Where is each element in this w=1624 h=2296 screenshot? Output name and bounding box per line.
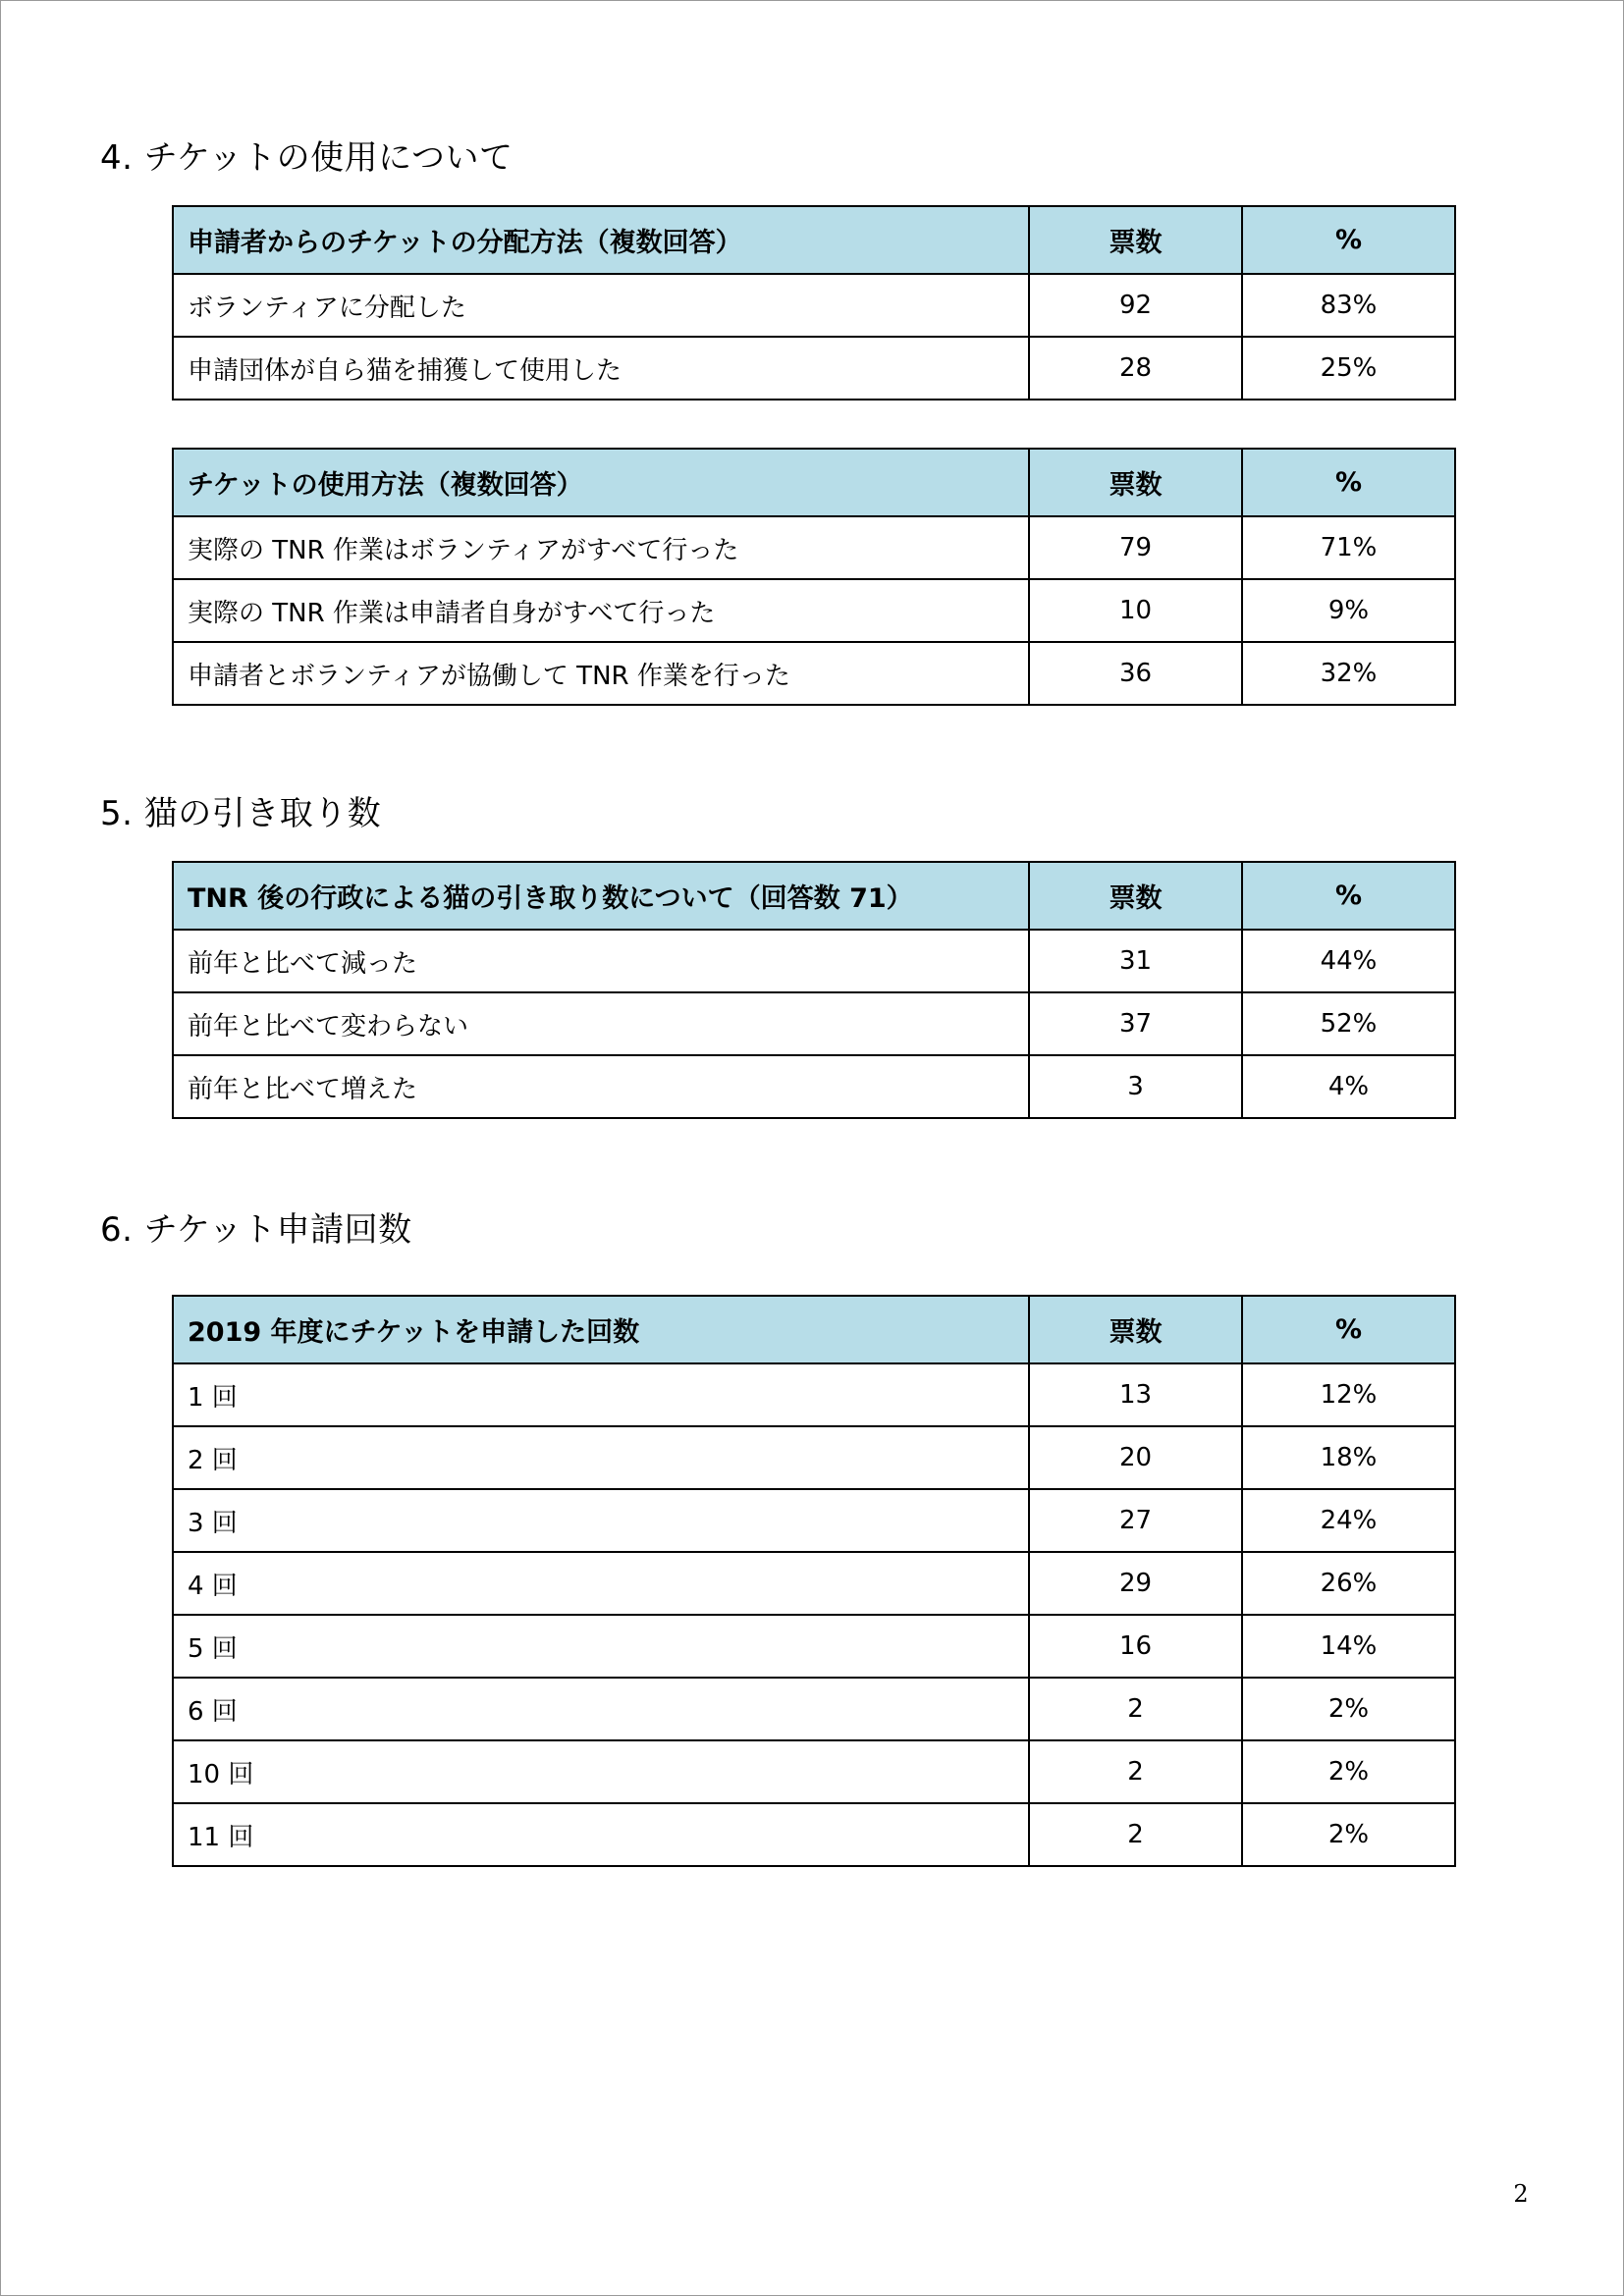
table-row (173, 992, 1455, 1055)
row-votes: 31 (1029, 930, 1242, 992)
page-number: 2 (1513, 2180, 1529, 2208)
row-votes: 10 (1029, 579, 1242, 642)
table-header-row (173, 1296, 1455, 1363)
row-votes: 20 (1029, 1426, 1242, 1489)
row-label: 前年と比べて変わらない (173, 992, 1029, 1055)
row-label: 5 回 (173, 1615, 1029, 1678)
row-votes: 36 (1029, 642, 1242, 705)
row-label: 1 回 (173, 1363, 1029, 1426)
row-label: 10 回 (173, 1740, 1029, 1803)
column-header-votes: 票数 (1029, 206, 1242, 274)
column-header-percent: % (1242, 1296, 1455, 1363)
row-percent: 71% (1242, 516, 1455, 579)
row-votes: 2 (1029, 1678, 1242, 1740)
row-label: 4 回 (173, 1552, 1029, 1615)
row-votes: 16 (1029, 1615, 1242, 1678)
table-row (173, 930, 1455, 992)
column-header-votes: 票数 (1029, 449, 1242, 516)
table-row (173, 1740, 1455, 1803)
table-row (173, 1055, 1455, 1118)
table-row (173, 1552, 1455, 1615)
row-percent: 32% (1242, 642, 1455, 705)
row-votes: 28 (1029, 337, 1242, 400)
column-header-item: チケットの使用方法（複数回答） (173, 449, 1029, 516)
table-header-row (173, 862, 1455, 930)
row-percent: 25% (1242, 337, 1455, 400)
table-header-row (173, 449, 1455, 516)
row-percent: 18% (1242, 1426, 1455, 1489)
column-header-percent: % (1242, 449, 1455, 516)
column-header-votes: 票数 (1029, 862, 1242, 930)
table-header-row (173, 206, 1455, 274)
table-row (173, 1615, 1455, 1678)
row-votes: 2 (1029, 1740, 1242, 1803)
row-label: 11 回 (173, 1803, 1029, 1866)
table-row (173, 1489, 1455, 1552)
row-label: 6 回 (173, 1678, 1029, 1740)
cat-intake-table (172, 861, 1456, 1119)
row-votes: 92 (1029, 274, 1242, 337)
row-label: 実際の TNR 作業は申請者自身がすべて行った (173, 579, 1029, 642)
row-label: 申請団体が自ら猫を捕獲して使用した (173, 337, 1029, 400)
row-percent: 24% (1242, 1489, 1455, 1552)
column-header-percent: % (1242, 862, 1455, 930)
row-votes: 79 (1029, 516, 1242, 579)
row-percent: 9% (1242, 579, 1455, 642)
row-votes: 29 (1029, 1552, 1242, 1615)
row-votes: 27 (1029, 1489, 1242, 1552)
row-label: ボランティアに分配した (173, 274, 1029, 337)
table-row (173, 274, 1455, 337)
row-label: 前年と比べて減った (173, 930, 1029, 992)
section-5-heading: 5. 猫の引き取り数 (100, 794, 382, 833)
table-row (173, 1363, 1455, 1426)
row-label: 3 回 (173, 1489, 1029, 1552)
table-row (173, 516, 1455, 579)
row-percent: 12% (1242, 1363, 1455, 1426)
row-label: 申請者とボランティアが協働して TNR 作業を行った (173, 642, 1029, 705)
table-row (173, 1803, 1455, 1866)
row-percent: 52% (1242, 992, 1455, 1055)
column-header-item: TNR 後の行政による猫の引き取り数について（回答数 71） (173, 862, 1029, 930)
table-row (173, 337, 1455, 400)
row-votes: 37 (1029, 992, 1242, 1055)
row-label: 前年と比べて増えた (173, 1055, 1029, 1118)
row-percent: 2% (1242, 1740, 1455, 1803)
distribution-method-table (172, 205, 1456, 400)
table-row (173, 579, 1455, 642)
usage-method-table (172, 448, 1456, 706)
row-percent: 14% (1242, 1615, 1455, 1678)
row-votes: 13 (1029, 1363, 1242, 1426)
section-4-heading: 4. チケットの使用について (100, 138, 514, 178)
row-votes: 3 (1029, 1055, 1242, 1118)
row-votes: 2 (1029, 1803, 1242, 1866)
table-row (173, 642, 1455, 705)
column-header-item: 申請者からのチケットの分配方法（複数回答） (173, 206, 1029, 274)
application-count-table (172, 1295, 1456, 1867)
row-percent: 4% (1242, 1055, 1455, 1118)
column-header-votes: 票数 (1029, 1296, 1242, 1363)
column-header-item: 2019 年度にチケットを申請した回数 (173, 1296, 1029, 1363)
row-percent: 2% (1242, 1678, 1455, 1740)
row-label: 2 回 (173, 1426, 1029, 1489)
column-header-percent: % (1242, 206, 1455, 274)
table-row (173, 1678, 1455, 1740)
row-label: 実際の TNR 作業はボランティアがすべて行った (173, 516, 1029, 579)
section-6-heading: 6. チケット申請回数 (100, 1210, 412, 1250)
row-percent: 26% (1242, 1552, 1455, 1615)
table-row (173, 1426, 1455, 1489)
row-percent: 2% (1242, 1803, 1455, 1866)
row-percent: 44% (1242, 930, 1455, 992)
row-percent: 83% (1242, 274, 1455, 337)
